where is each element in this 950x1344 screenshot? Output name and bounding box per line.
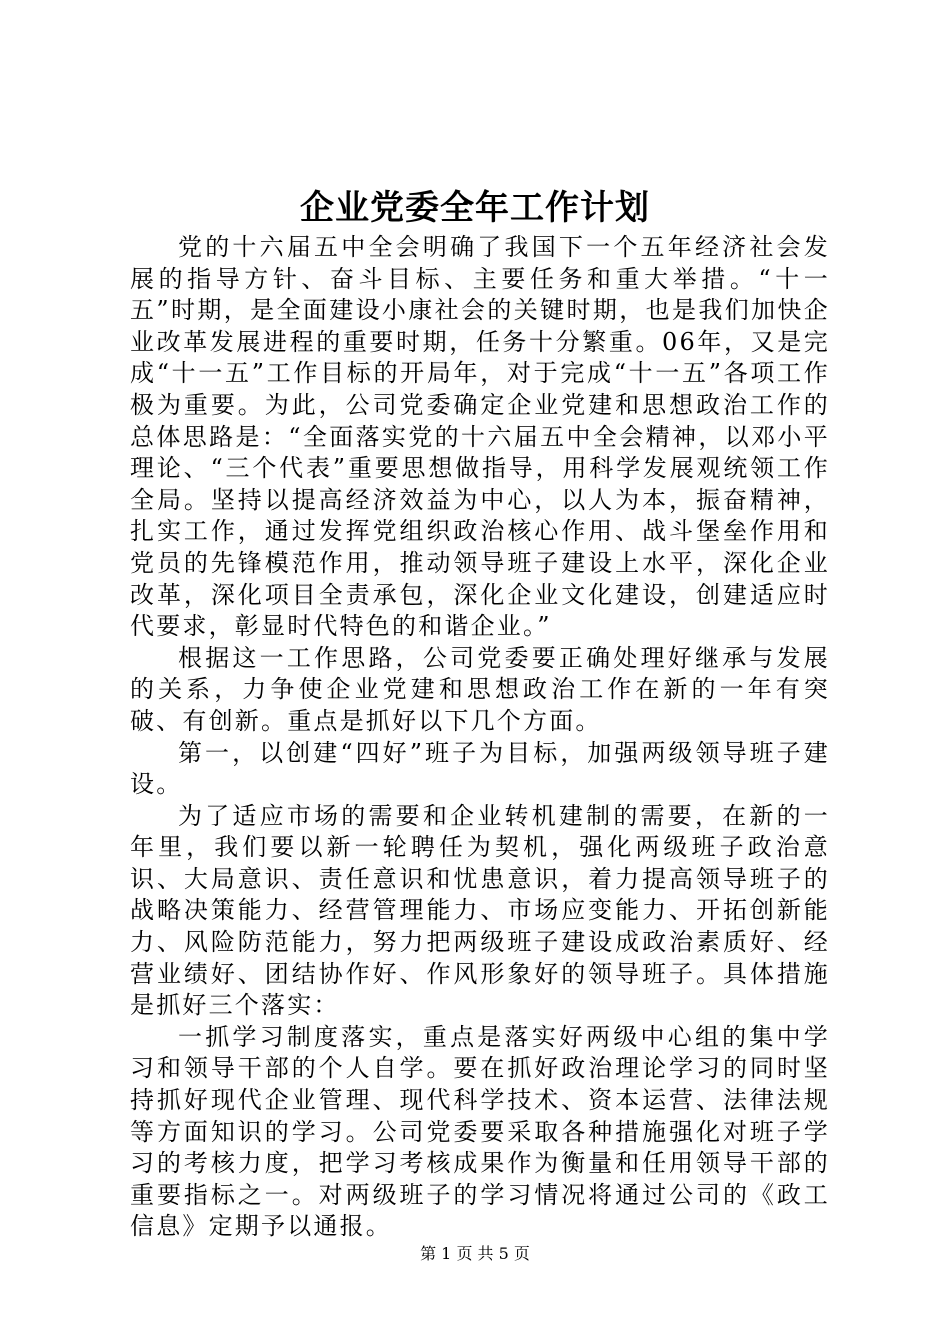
paragraph: 第一，以创建“四好”班子为目标，加强两级领导班子建设。 bbox=[130, 738, 830, 799]
paragraph: 为了适应市场的需要和企业转机建制的需要，在新的一年里，我们要以新一轮聘任为契机，强化两级班子政治意识、大局意识、责任意识和忧患意识，着力提高领导班子的战略决策能力、经营管理能力、市场应变能力、开拓创新能力、风险防范能力，努力把两级班子建设成政治素质好、经营业绩好、团结协作好、作风形象好的领导班子。具体措施是抓好三个落实： bbox=[130, 801, 830, 1020]
paragraph: 根据这一工作思路，公司党委要正确处理好继承与发展的关系，力争使企业党建和思想政治工作在新的一年有突破、有创新。重点是抓好以下几个方面。 bbox=[130, 643, 830, 735]
page-footer: 第 1 页 共 5 页 bbox=[420, 1244, 530, 1263]
paragraph: 一抓学习制度落实，重点是落实好两级中心组的集中学习和领导干部的个人自学。要在抓好政治理论学习的同时坚持抓好现代企业管理、现代科学技术、资本运营、法律法规等方面知识的学习。公司党委要采取各种措施强化对班子学习的考核力度，把学习考核成果作为衡量和任用领导干部的重要指标之一。对两级班子的学习情况将通过公司的《政工信息》定期予以通报。 bbox=[130, 1022, 830, 1241]
document-title: 企业党委全年工作计划 bbox=[300, 188, 650, 228]
paragraph: 党的十六届五中全会明确了我国下一个五年经济社会发展的指导方针、奋斗目标、主要任务和重大举措。“十一五”时期，是全面建设小康社会的关键时期，也是我们加快企业改革发展进程的重要时期，任务十分繁重。06年，又是完成“十一五”工作目标的开局年，对于完成“十一五”各项工作极为重要。为此，公司党委确定企业党建和思想政治工作的总体思路是：“全面落实党的十六届五中全会精神，以邓小平理论、“三个代表”重要思想做指导，用科学发展观统领工作全局。坚持以提高经济效益为中心，以人为本，振奋精神，扎实工作，通过发挥党组织政治核心作用、战斗堡垒作用和党员的先锋模范作用，推动领导班子建设上水平，深化企业改革，深化项目全责承包，深化企业文化建设，创建适应时代要求，彰显时代特色的和谐企业。” bbox=[130, 233, 830, 641]
document-body bbox=[130, 232, 830, 1243]
